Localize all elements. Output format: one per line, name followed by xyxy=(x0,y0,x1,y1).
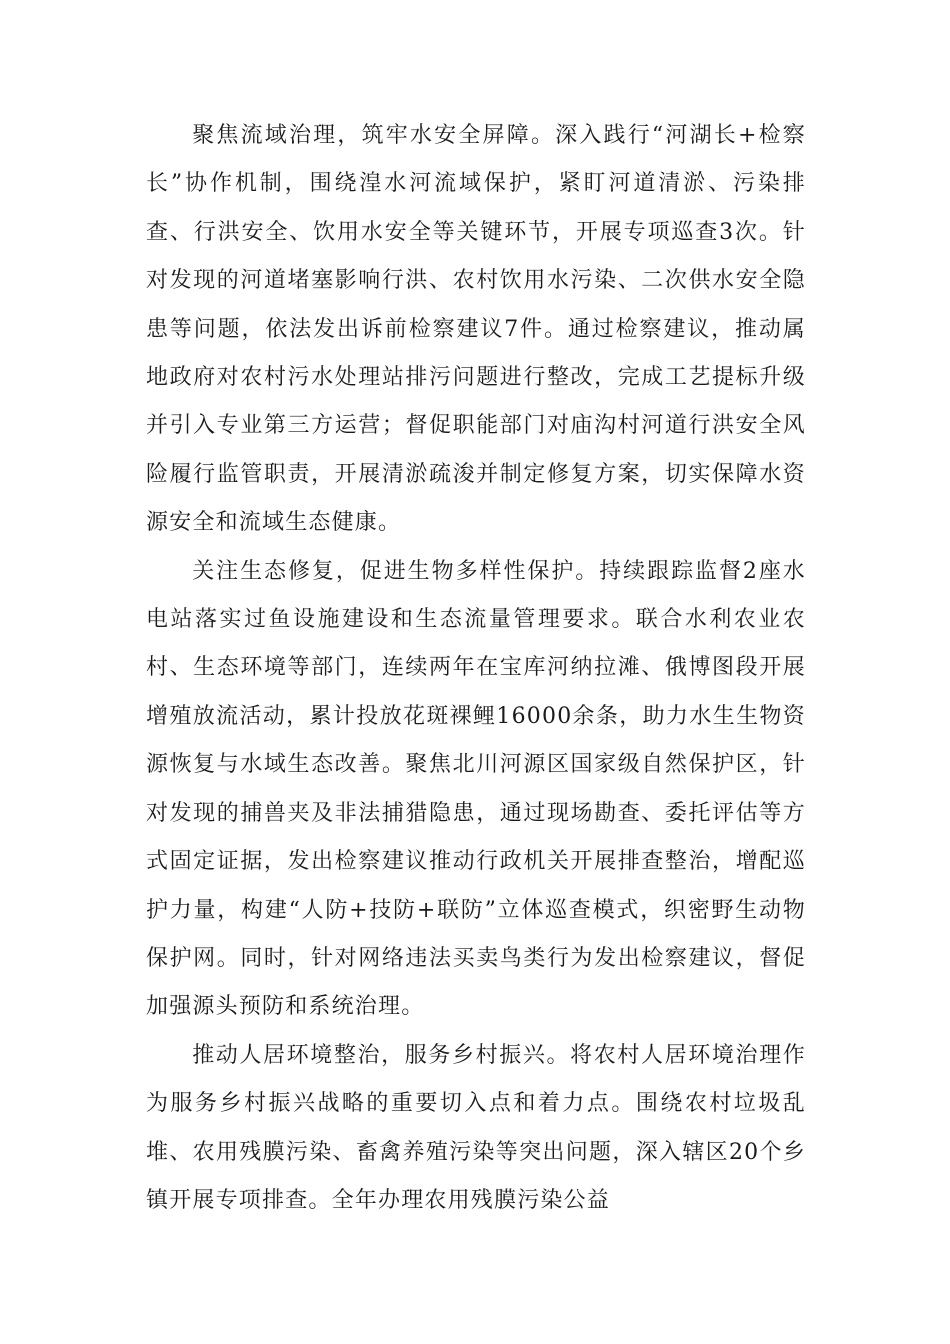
paragraph-water-governance: 聚焦流域治理，筑牢水安全屏障。深入践行“河湖长+检察长”协作机制，围绕湟水河流域保护，紧盯河道清淤、污染排查、行洪安全、饮用水安全等关键环节，开展专项巡查3次。针对发现的河道堵塞影响行洪、农村饮用水污染、二次供水安全隐患等问题，依法发出诉前检察建议7件。通过检察建议，推动属地政府对农村污水处理站排污问题进行整改，完成工艺提标升级并引入专业第三方运营；督促职能部门对庙沟村河道行洪安全风险履行监管职责，开展清淤疏浚并制定修复方案，切实保障水资源安全和流域生态健康。 xyxy=(146,123,806,536)
document-body xyxy=(146,112,806,1225)
paragraph-ecological-restoration: 关注生态修复，促进生物多样性保护。持续跟踪监督2座水电站落实过鱼设施建设和生态流量管理要求。联合水利农业农村、生态环境等部门，连续两年在宝库河纳拉滩、俄博图段开展增殖放流活动，累计投放花斑裸鲤16000余条，助力水生生物资源恢复与水域生态改善。聚焦北川河源区国家级自然保护区，针对发现的捕兽夹及非法捕猎隐患，通过现场勘查、委托评估等方式固定证据，发出检察建议推动行政机关开展排查整治，增配巡护力量，构建“人防+技防+联防”立体巡查模式，织密野生动物保护网。同时，针对网络违法买卖鸟类行为发出检察建议，督促加强源头预防和系统治理。 xyxy=(146,558,806,1020)
paragraph-living-environment: 推动人居环境整治，服务乡村振兴。将农村人居环境治理作为服务乡村振兴战略的重要切入点和着力点。围绕农村垃圾乱堆、农用残膜污染、畜禽养殖污染等突出问题，深入辖区20个乡镇开展专项排查。全年办理农用残膜污染公益 xyxy=(146,1042,806,1213)
